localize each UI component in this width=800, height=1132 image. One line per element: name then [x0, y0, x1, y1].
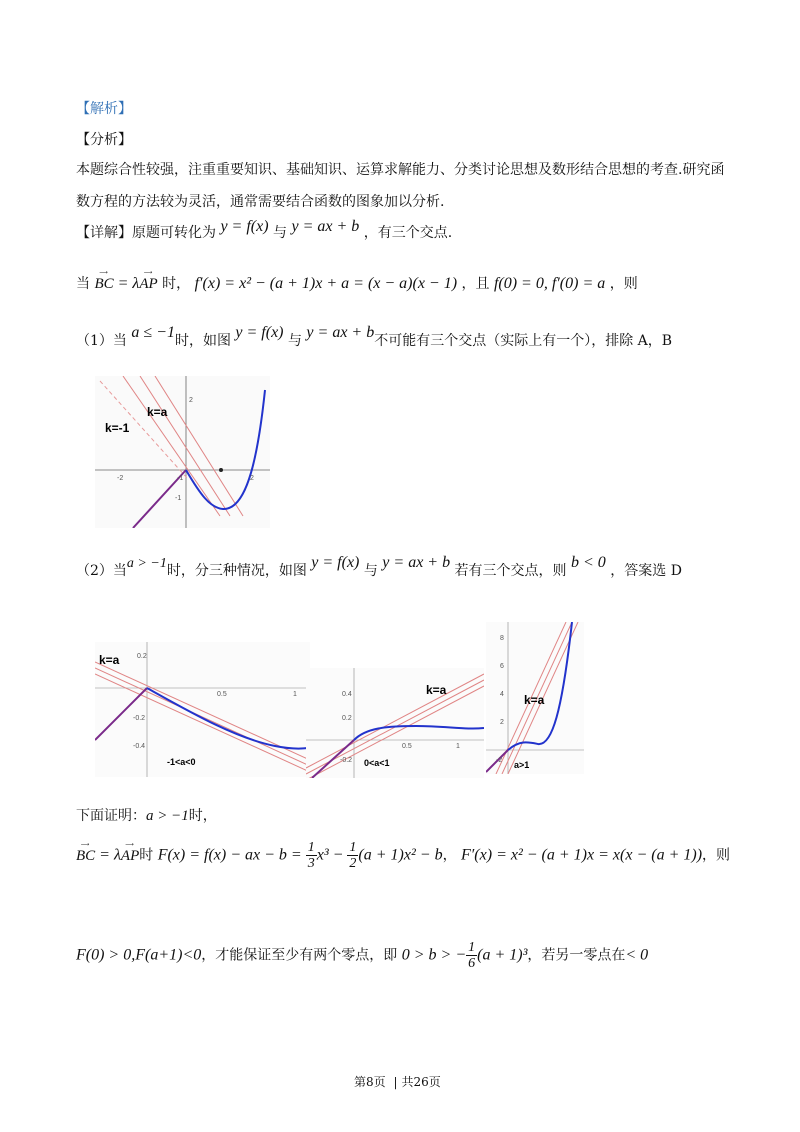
frac-den: 6	[468, 956, 476, 971]
frac-num: 1	[468, 940, 476, 955]
F-line	[76, 840, 730, 871]
tick-y-8: 8	[500, 635, 504, 642]
figure-bg	[95, 642, 310, 777]
proof-line	[76, 805, 217, 825]
case2-tail: ，答案选 D	[610, 563, 682, 579]
label-k-a: k=a	[99, 653, 120, 667]
case2-prefix: （2）当	[76, 563, 127, 579]
tick-x-1: 1	[456, 743, 460, 750]
case1-line	[76, 324, 673, 350]
tick-y-2: 2	[500, 719, 504, 726]
dang-shi: 时，	[162, 276, 191, 292]
tick-y-neg0-2: -0.2	[340, 757, 353, 764]
dang-text: 当	[76, 276, 90, 292]
frac-den: 2	[349, 856, 357, 871]
last-mid: ，才能保证至少有两个零点，即	[201, 947, 398, 964]
case2-cond2: b < 0	[571, 554, 606, 571]
vector-arrow-icon: ⟶	[99, 270, 109, 276]
vector-bc-label: BC	[94, 276, 114, 292]
label-k-a: k=a	[426, 683, 447, 697]
case1-cond: a ≤ −1	[131, 324, 175, 341]
fenxi-header: 【分析】	[76, 132, 132, 148]
tick-y-2: 2	[189, 397, 193, 404]
detail-and: 与	[273, 225, 288, 241]
last-end: < 0	[625, 946, 649, 964]
jiexi-header: 【解析】	[76, 101, 132, 117]
figure-bg	[95, 376, 270, 528]
figure-bg	[306, 668, 484, 778]
tick-y-0-4: 0.4	[342, 691, 352, 698]
footer-sep: |	[393, 1075, 398, 1089]
ineq-left: 0 > b > −	[401, 946, 467, 964]
vector-ap-label: AP	[120, 847, 140, 864]
dang-line	[76, 270, 638, 293]
fraction-one-half	[347, 840, 358, 871]
F-ze: ，则	[702, 847, 731, 864]
F-mid2: (a + 1)x² − b	[358, 846, 443, 864]
tick-y-0-2: 0.2	[137, 653, 147, 660]
figure-case1	[95, 376, 270, 528]
figure-case2-pos	[306, 668, 484, 778]
footer-page: 第8页	[354, 1075, 386, 1089]
footer	[354, 1073, 441, 1090]
proof-cond: a > −1	[146, 808, 189, 824]
F-mid1: x³ −	[316, 846, 348, 864]
label-range: 0<a<1	[364, 758, 390, 768]
vector-ap	[139, 270, 157, 293]
case1-tail: 不可能有三个交点（实际上有一个），排除 A，B	[374, 333, 673, 349]
eq-lambda: = λ	[95, 846, 121, 864]
analysis-line-1: 本题综合性较强，注重重要知识、基础知识、运算求解能力、分类讨论思想及数形结合思想的考查.研究函	[76, 162, 725, 178]
tick-x-2: 2	[250, 475, 254, 482]
detail-intro: 原题可转化为	[132, 225, 216, 241]
detail-fx: y = f(x)	[220, 218, 269, 235]
case2-line-eq: y = ax + b	[382, 554, 451, 571]
detail-line	[76, 218, 453, 242]
case2-cond: a > −1	[126, 556, 167, 571]
tick-y-4: 4	[500, 691, 504, 698]
vector-bc	[76, 842, 95, 865]
case1-mid: 时，如图	[174, 333, 231, 349]
cond-F0: F(0) > 0	[76, 946, 132, 964]
label-k-a: k=a	[147, 405, 168, 419]
analysis-line-2: 数方程的方法较为灵活，通常需要结合函数的图象加以分析.	[76, 194, 445, 210]
eq-lambda: = λ	[113, 275, 140, 292]
detail-header: 【详解】	[76, 225, 132, 241]
label-k-a: k=a	[524, 693, 545, 707]
F-lhs: F(x) = f(x) − ax − b =	[157, 846, 306, 864]
case2-fx: y = f(x)	[311, 554, 360, 571]
case2-mid2: 若有三个交点，则	[454, 563, 567, 579]
fraction-one-sixth	[466, 940, 477, 971]
qie-text: ，且	[461, 276, 490, 292]
values-eq: f(0) = 0, f′(0) = a	[493, 275, 606, 292]
tick-y-neg0-2: -0.2	[133, 715, 146, 722]
F-shi: 时	[139, 847, 154, 864]
ze-text: ，则	[609, 276, 638, 292]
footer-total: 共26页	[401, 1075, 441, 1089]
tick-y-6: 6	[500, 663, 504, 670]
label-range: -1<a<0	[167, 757, 196, 767]
ineq-right: (a + 1)³	[477, 946, 528, 964]
tick-y-neg0-4: -0.4	[133, 743, 146, 750]
figure-case2-large	[486, 622, 584, 774]
tick-x-1: 1	[293, 691, 297, 698]
F-prime: F′(x) = x² − (a + 1)x = x(x − (a + 1))	[461, 846, 703, 864]
frac-num: 1	[307, 840, 315, 855]
zero-point	[219, 468, 223, 472]
last-tail: ，若另一零点在	[527, 947, 626, 964]
tick-neg1: -1	[177, 475, 184, 482]
figure-case2-neg	[95, 642, 310, 777]
case2-line	[76, 554, 682, 580]
F-comma: ，	[442, 847, 457, 864]
vector-arrow-icon: ⟶	[125, 841, 135, 848]
detail-tail: ，有三个交点.	[363, 225, 453, 241]
tick-x-neg2: -2	[117, 475, 124, 482]
fraction-one-third	[306, 840, 317, 871]
tick-x-0-5: 0.5	[217, 691, 227, 698]
frac-num: 1	[349, 840, 357, 855]
detail-line-eq: y = ax + b	[291, 218, 360, 235]
case2-mid: 时，分三种情况，如图	[166, 563, 307, 579]
vector-arrow-icon: ⟶	[80, 841, 91, 848]
label-k-neg1: k=-1	[105, 421, 130, 435]
tick-x-0-5: 0.5	[402, 743, 412, 750]
case1-fx: y = f(x)	[235, 324, 284, 341]
vector-bc	[94, 270, 113, 293]
tick-y-0-2: 0.2	[342, 715, 352, 722]
vector-ap-label: AP	[139, 276, 158, 292]
tick-y-neg1: -1	[175, 495, 182, 502]
cond-Fa1: ,F(a+1)<0	[131, 946, 202, 964]
label-range: a>1	[514, 760, 530, 770]
case1-line-eq: y = ax + b	[306, 324, 375, 341]
proof-intro: 下面证明：	[76, 808, 146, 824]
last-line	[76, 940, 648, 971]
case2-and: 与	[363, 563, 378, 579]
case1-prefix: （1）当	[76, 333, 127, 349]
vector-bc-label: BC	[76, 847, 96, 864]
vector-arrow-icon: ⟶	[143, 270, 154, 276]
frac-den: 3	[307, 856, 315, 871]
vector-ap	[121, 842, 139, 865]
case1-and: 与	[287, 333, 302, 349]
tick-y-neg2: -2	[496, 757, 503, 764]
derivative-eq: f′(x) = x² − (a + 1)x + a = (x − a)(x − 1)	[194, 275, 458, 292]
proof-shi: 时，	[188, 808, 217, 824]
